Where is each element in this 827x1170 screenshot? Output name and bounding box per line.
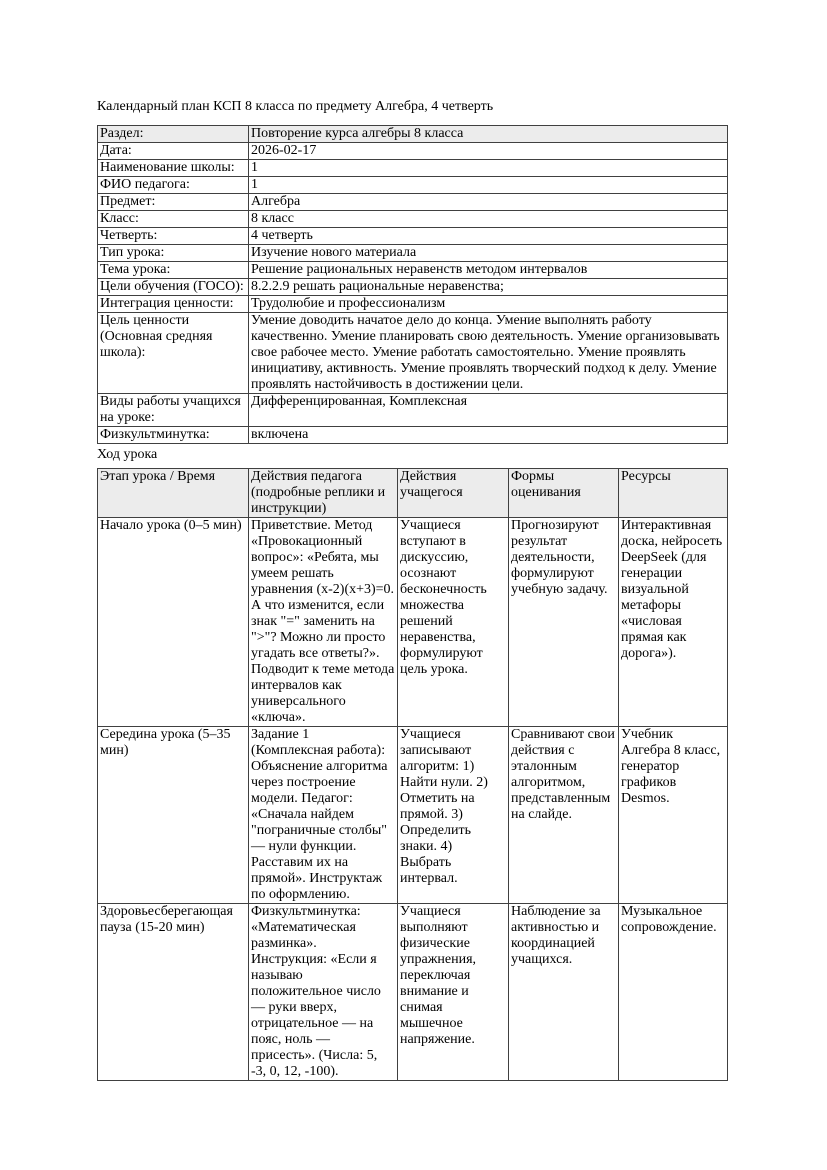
section-heading: Ход урока bbox=[97, 447, 158, 462]
header-student-actions: Действия учащегося bbox=[398, 469, 509, 518]
info-label: Интеграция ценности: bbox=[98, 296, 249, 313]
assessment-cell: Наблюдение за активностью и координацией учащихся. bbox=[509, 904, 619, 1081]
info-value: Повторение курса алгебры 8 класса bbox=[249, 126, 728, 143]
info-value: 8 класс bbox=[249, 211, 728, 228]
info-row bbox=[98, 160, 728, 177]
info-value: 2026-02-17 bbox=[249, 143, 728, 160]
resources-cell: Музыкальное сопровождение. bbox=[619, 904, 728, 1081]
info-row bbox=[98, 394, 728, 427]
resources-cell: Учебник Алгебра 8 класс, генератор графиков Desmos. bbox=[619, 727, 728, 904]
info-label: Раздел: bbox=[98, 126, 249, 143]
info-row bbox=[98, 143, 728, 160]
assessment-cell: Сравнивают свои действия с эталонным алгоритмом, представленным на слайде. bbox=[509, 727, 619, 904]
document-title: Календарный план КСП 8 класса по предмету Алгебра, 4 четверть bbox=[97, 99, 494, 114]
info-table-body bbox=[98, 126, 728, 444]
info-value: Умение доводить начатое дело до конца. Умение выполнять работу качественно. Умение планировать свою деятельность. Умение организовывать свое рабочее место. Умение работать самостоятельно. Умение проявлять инициативу, активность. Умение проявлять творческий подход к делу. Умение проявлять настойчивость в достижении цели. bbox=[249, 313, 728, 394]
info-row bbox=[98, 211, 728, 228]
info-row bbox=[98, 126, 728, 143]
header-resources: Ресурсы bbox=[619, 469, 728, 518]
header-assessment: Формы оценивания bbox=[509, 469, 619, 518]
student-actions-cell: Учащиеся вступают в дискуссию, осознают бесконечность множества решений неравенства, формулируют цель урока. bbox=[398, 518, 509, 727]
info-row bbox=[98, 194, 728, 211]
info-label: Четверть: bbox=[98, 228, 249, 245]
lesson-plan-table bbox=[97, 468, 728, 1081]
info-row bbox=[98, 262, 728, 279]
lesson-row bbox=[98, 518, 728, 727]
info-row bbox=[98, 245, 728, 262]
stage-cell: Начало урока (0–5 мин) bbox=[98, 518, 249, 727]
lesson-info-table bbox=[97, 125, 728, 444]
teacher-actions-cell: Задание 1 (Комплексная работа): Объяснение алгоритма через построение модели. Педагог: «Сначала найдем "пограничные столбы" — нули функции. Расставим их на прямой». Инструктаж по оформлению. bbox=[249, 727, 398, 904]
lesson-table-body bbox=[98, 518, 728, 1081]
info-value: 8.2.2.9 решать рациональные неравенства; bbox=[249, 279, 728, 296]
info-label: Цели обучения (ГОСО): bbox=[98, 279, 249, 296]
header-stage: Этап урока / Время bbox=[98, 469, 249, 518]
assessment-cell: Прогнозируют результат деятельности, формулируют учебную задачу. bbox=[509, 518, 619, 727]
info-value: включена bbox=[249, 427, 728, 444]
info-value: Алгебра bbox=[249, 194, 728, 211]
info-value: 1 bbox=[249, 160, 728, 177]
info-label: Физкультминутка: bbox=[98, 427, 249, 444]
teacher-actions-cell: Физкультминутка: «Математическая разминка». Инструкция: «Если я называю положительное число — руки вверх, отрицательное — на пояс, ноль — присесть». (Числа: 5, -3, 0, 12, -100). bbox=[249, 904, 398, 1081]
lesson-row bbox=[98, 727, 728, 904]
header-teacher-actions: Действия педагога (подробные реплики и инструкции) bbox=[249, 469, 398, 518]
info-label: Виды работы учащихся на уроке: bbox=[98, 394, 249, 427]
info-value: Дифференцированная, Комплексная bbox=[249, 394, 728, 427]
info-row bbox=[98, 177, 728, 194]
stage-cell: Середина урока (5–35 мин) bbox=[98, 727, 249, 904]
lesson-table-header-row bbox=[98, 469, 728, 518]
info-label: Класс: bbox=[98, 211, 249, 228]
info-label: Цель ценности (Основная средняя школа): bbox=[98, 313, 249, 394]
info-row bbox=[98, 427, 728, 444]
info-row bbox=[98, 279, 728, 296]
resources-cell: Интерактивная доска, нейросеть DeepSeek (для генерации визуальной метафоры «числовая прямая как дорога»). bbox=[619, 518, 728, 727]
student-actions-cell: Учащиеся выполняют физические упражнения, переключая внимание и снимая мышечное напряжение. bbox=[398, 904, 509, 1081]
info-label: Наименование школы: bbox=[98, 160, 249, 177]
info-row bbox=[98, 228, 728, 245]
info-label: Тема урока: bbox=[98, 262, 249, 279]
info-label: Дата: bbox=[98, 143, 249, 160]
info-value: 1 bbox=[249, 177, 728, 194]
info-value: Решение рациональных неравенств методом интервалов bbox=[249, 262, 728, 279]
lesson-row bbox=[98, 904, 728, 1081]
info-row bbox=[98, 296, 728, 313]
student-actions-cell: Учащиеся записывают алгоритм: 1) Найти нули. 2) Отметить на прямой. 3) Определить знаки. 4) Выбрать интервал. bbox=[398, 727, 509, 904]
info-label: ФИО педагога: bbox=[98, 177, 249, 194]
info-label: Тип урока: bbox=[98, 245, 249, 262]
info-label: Предмет: bbox=[98, 194, 249, 211]
info-row bbox=[98, 313, 728, 394]
info-value: Изучение нового материала bbox=[249, 245, 728, 262]
stage-cell: Здоровьесберегающая пауза (15-20 мин) bbox=[98, 904, 249, 1081]
info-value: 4 четверть bbox=[249, 228, 728, 245]
info-value: Трудолюбие и профессионализм bbox=[249, 296, 728, 313]
teacher-actions-cell: Приветствие. Метод «Провокационный вопрос»: «Ребята, мы умеем решать уравнения (x-2)(x+3)=0. А что изменится, если знак "=" заменить на ">"? Можно ли просто угадать все ответы?». Подводит к теме метода интервалов как универсального «ключа». bbox=[249, 518, 398, 727]
